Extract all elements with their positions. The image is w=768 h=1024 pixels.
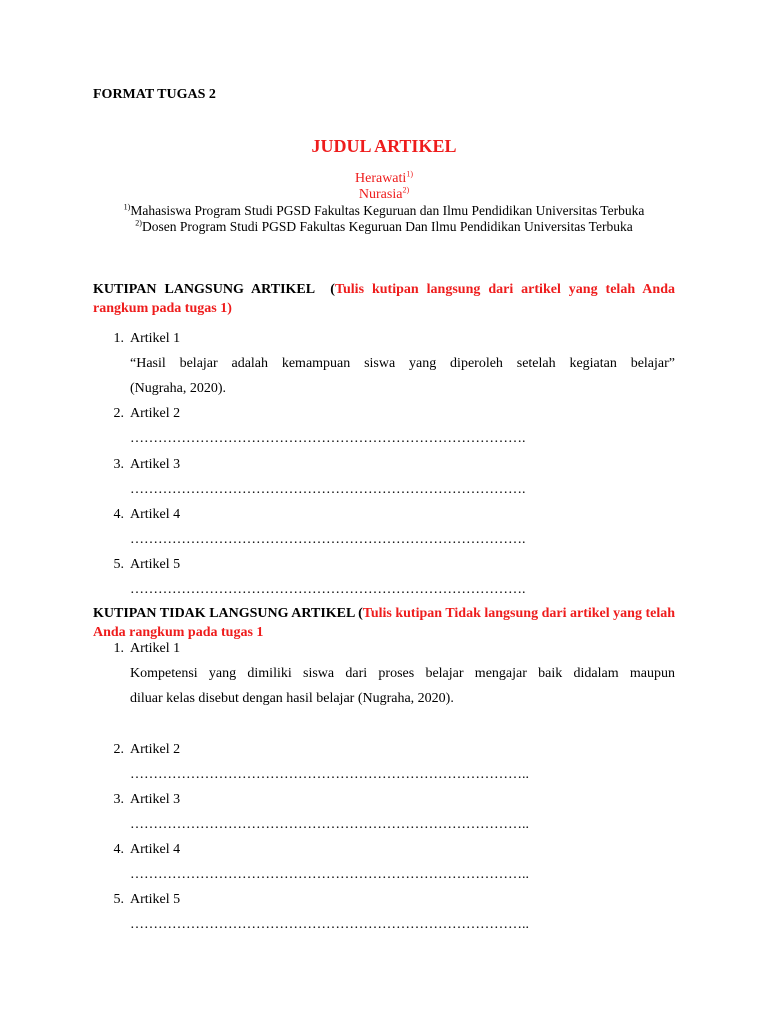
s2-item-3-placeholder: ………………………………………………………………………….. (130, 817, 529, 832)
section2-instruction-open: ( (358, 606, 363, 621)
s1-item-4-label: Artikel 4 (130, 507, 181, 522)
s2-item-5-label: Artikel 5 (130, 892, 181, 907)
author-1-sup: 1) (406, 169, 413, 179)
s2-item-2-num: 2. (113, 742, 124, 757)
s2-item-1-num: 1. (113, 641, 124, 656)
s1-item-5-num: 5. (113, 557, 124, 572)
section1-heading (93, 280, 675, 318)
section1-heading-text: KUTIPAN LANGSUNG ARTIKEL (93, 282, 315, 297)
s2-item-2-placeholder: ………………………………………………………………………….. (130, 767, 529, 782)
affiliation-2 (0, 218, 768, 235)
s2-item-1-line2: diluar kelas disebut dengan hasil belajar (Nugraha, 2020). (130, 691, 454, 706)
affiliation-2-text: Dosen Program Studi PGSD Fakultas Keguruan Dan Ilmu Pendidikan Universitas Terbuka (141, 219, 633, 234)
s1-item-5-label: Artikel 5 (130, 557, 181, 572)
author-1-name: Herawati (355, 171, 407, 186)
s1-item-1-quote (130, 351, 675, 401)
format-label: FORMAT TUGAS 2 (93, 87, 216, 102)
s2-item-4-label: Artikel 4 (130, 842, 181, 857)
s1-item-1-label: Artikel 1 (130, 331, 181, 346)
affiliation-1 (0, 202, 768, 219)
s1-item-5-placeholder: …………………………………………………………………………. (130, 582, 526, 597)
article-title: JUDUL ARTIKEL (311, 136, 457, 156)
s1-item-2-label: Artikel 2 (130, 406, 181, 421)
s2-item-5-placeholder: ………………………………………………………………………….. (130, 917, 529, 932)
affiliation-1-text: Mahasiswa Program Studi PGSD Fakultas Keguruan dan Ilmu Pendidikan Universitas Terbuka (130, 203, 645, 218)
author-2-sup: 2) (402, 185, 410, 195)
affiliation-1-sup: 1) (123, 202, 131, 212)
s2-item-1-paraphrase (130, 661, 675, 711)
s1-item-4-num: 4. (113, 507, 124, 522)
s2-item-2-label: Artikel 2 (130, 742, 181, 757)
affiliation-2-sup: 2) (135, 218, 142, 228)
s1-item-1-line2: (Nugraha, 2020). (130, 381, 227, 396)
s1-item-3-num: 3. (113, 457, 124, 472)
s1-item-3-label: Artikel 3 (130, 457, 181, 472)
s2-item-5-num: 5. (113, 892, 124, 907)
s2-item-1-line1: Kompetensi yang dimiliki siswa dari proses belajar mengajar baik didalam maupun (130, 666, 675, 681)
s1-item-2-placeholder: …………………………………………………………………………. (130, 431, 526, 446)
section2-heading-text: KUTIPAN TIDAK LANGSUNG ARTIKEL (93, 606, 355, 621)
s2-item-4-num: 4. (113, 842, 124, 857)
s1-item-1-line1: “Hasil belajar adalah kemampuan siswa yang diperoleh setelah kegiatan belajar” (130, 356, 675, 371)
s2-item-3-num: 3. (113, 792, 124, 807)
section1-instruction-open: ( (330, 282, 335, 297)
author-2-name: Nurasia (358, 187, 403, 202)
section2-instruction: Tulis kutipan Tidak langsung dari artikel yang telah Anda rangkum pada tugas 1 (93, 606, 676, 640)
s2-item-1-label: Artikel 1 (130, 641, 181, 656)
s1-item-3-placeholder: …………………………………………………………………………. (130, 482, 526, 497)
section1-instruction: Tulis kutipan langsung dari artikel yang telah Anda rangkum pada tugas 1) (93, 282, 675, 316)
section2-heading (93, 604, 675, 642)
s1-item-2-num: 2. (113, 406, 124, 421)
s2-item-4-placeholder: ………………………………………………………………………….. (130, 867, 529, 882)
s2-item-3-label: Artikel 3 (130, 792, 181, 807)
s1-item-4-placeholder: …………………………………………………………………………. (130, 532, 526, 547)
s1-item-1-num: 1. (113, 331, 124, 346)
